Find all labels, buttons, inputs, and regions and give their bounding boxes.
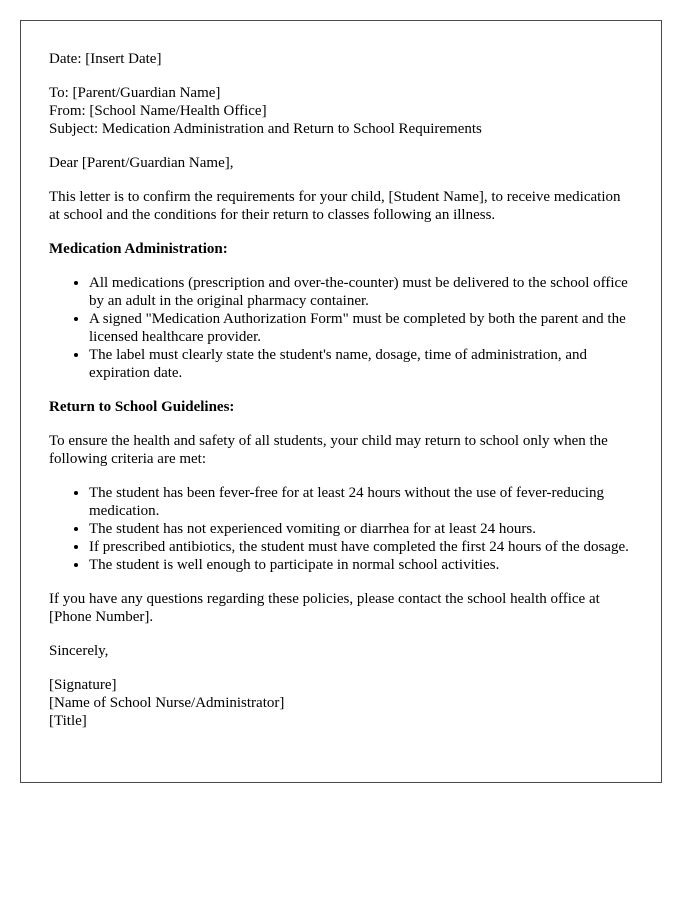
intro-paragraph: This letter is to confirm the requirements for your child, [Student Name], to receive medication at school and the conditions for their return to classes following an illness. [49, 189, 621, 223]
medication-heading: Medication Administration: [49, 241, 228, 257]
salutation: Dear [Parent/Guardian Name], [49, 155, 234, 171]
return-guidelines-list [49, 484, 633, 574]
return-guidelines-heading: Return to School Guidelines: [49, 399, 235, 415]
return-guidelines-intro: To ensure the health and safety of all students, your child may return to school only when the following criteria are met: [49, 433, 608, 467]
return-guidelines-list-item: • The student has been fever-free for at least 24 hours without the use of fever-reducing medication. [89, 484, 633, 520]
signature-block [49, 676, 633, 730]
return-guidelines-list-item: • The student has not experienced vomiting or diarrhea for at least 24 hours. [89, 520, 633, 538]
subject-line: Subject: Medication Administration and Return to School Requirements [49, 121, 482, 137]
medication-list-item: • A signed "Medication Authorization Form" must be completed by both the parent and the licensed healthcare provider. [89, 310, 633, 346]
to-line: To: [Parent/Guardian Name] [49, 85, 221, 101]
medication-list [49, 274, 633, 382]
date-line: Date: [Insert Date] [49, 51, 162, 67]
signer-name-line: [Name of School Nurse/Administrator] [49, 695, 285, 711]
letter-header [49, 84, 633, 138]
return-guidelines-list-item: • If prescribed antibiotics, the student must have completed the first 24 hours of the dosage. [89, 538, 633, 556]
closing: Sincerely, [49, 643, 109, 659]
from-line: From: [School Name/Health Office] [49, 103, 267, 119]
signer-title-line: [Title] [49, 713, 87, 729]
medication-list-item: • All medications (prescription and over-the-counter) must be delivered to the school office by an adult in the original pharmacy container. [89, 274, 633, 310]
return-guidelines-list-item: • The student is well enough to participate in normal school activities. [89, 556, 633, 574]
contact-paragraph: If you have any questions regarding these policies, please contact the school health office at [Phone Number]. [49, 591, 600, 625]
medication-list-item: • The label must clearly state the student's name, dosage, time of administration, and expiration date. [89, 346, 633, 382]
signature-line: [Signature] [49, 677, 117, 693]
letter-document [20, 20, 662, 783]
